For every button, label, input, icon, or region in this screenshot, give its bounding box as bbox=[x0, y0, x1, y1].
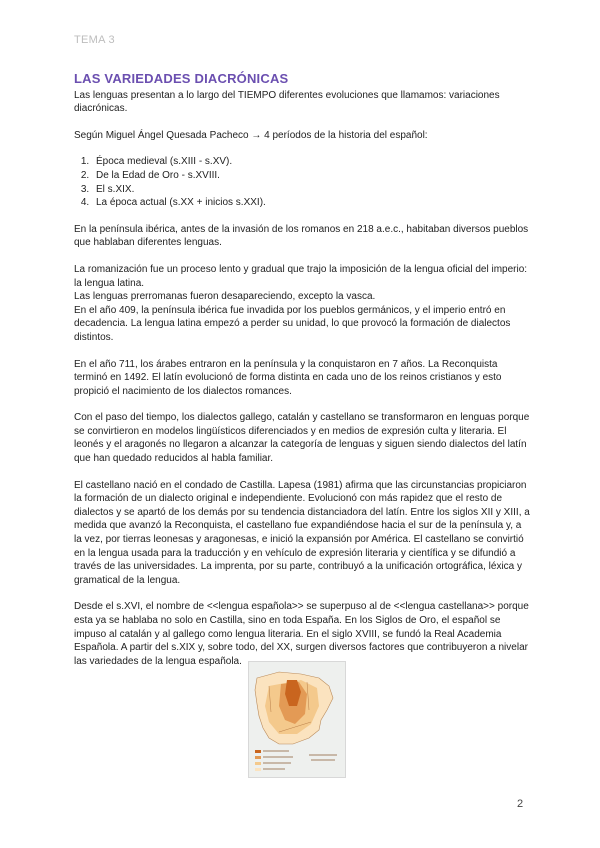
intro-paragraph: Las lenguas presentan a lo largo del TIEMPO diferentes evoluciones que llamamos: variaciones diacrónicas. bbox=[74, 89, 500, 115]
spacer bbox=[74, 210, 530, 223]
paragraph-prerroman-languages: Las lenguas prerromanas fueron desapareciendo, excepto la vasca. bbox=[74, 291, 376, 303]
section-header: TEMA 3 bbox=[74, 34, 115, 46]
list-item: 1. Época medieval (s.XIII - s.XV). bbox=[92, 155, 530, 169]
list-item: 4. La época actual (s.XX + inicios s.XXI). bbox=[92, 196, 530, 210]
page-title: LAS VARIEDADES DIACRÓNICAS bbox=[74, 71, 289, 86]
list-item: 2. De la Edad de Oro - s.XVIII. bbox=[92, 169, 530, 183]
periods-intro: Según Miguel Ángel Quesada Pacheco → 4 períodos de la historia del español: bbox=[74, 129, 428, 141]
spacer bbox=[74, 345, 530, 358]
paragraph-espanol: Desde el s.XVI, el nombre de <<lengua española>> se superpuso al de <<lengua castellana>> porque esta ya se hablaba no solo en Castilla, sino en toda España. En los Siglos de Oro, el español se impuso al catalán y al gallego como lengua literaria. En el siglo XVIII, se fundó la Real Academia Española. A partir del s.XIX y, sobre todo, del XX, surgen diversos factores que contribuyeron a nivelar las variedades de la lengua española. bbox=[74, 601, 529, 667]
iberian-map-figure bbox=[248, 661, 346, 778]
document-body bbox=[74, 72, 530, 668]
paragraph-dialects: Con el paso del tiempo, los dialectos gallego, catalán y castellano se transformaron en lenguas porque se convirtieron en modelos lingüísticos diferenciados y en medios de expresión culta y literaria. El leonés y el aragonés no llegaron a alcanzar la categoría de lenguas y siguen siendo dialectos del latín que han quedado reducidos al habla familiar. bbox=[74, 412, 530, 465]
paragraph-arabs: En el año 711, los árabes entraron en la península y la conquistaron en 7 años. La Reconquista terminó en 1492. El latín evolucionó de forma distinta en cada uno de los reinos cristianos y esto propició el nacimiento de los dialectos romances. bbox=[74, 358, 502, 397]
spacer bbox=[74, 142, 530, 155]
paragraph-romanization: La romanización fue un proceso lento y gradual que trajo la imposición de la lengua oficial del imperio: la lengua latina. bbox=[74, 263, 528, 289]
paragraph-prerroman: En la península ibérica, antes de la invasión de los romanos en 218 a.e.c., habitaban diversos pueblos que hablaban diferentes lenguas. bbox=[74, 223, 529, 249]
periods-list bbox=[74, 155, 530, 209]
list-item: 3. El s.XIX. bbox=[92, 183, 530, 197]
page-number: 2 bbox=[517, 798, 524, 810]
spacer bbox=[74, 116, 530, 129]
paragraph-germanic: En el año 409, la península ibérica fue invadida por los pueblos germánicos, y el imperio entró en decadencia. La lengua latina empezó a perder su unidad, lo que provocó la formación de dialectos distintos. bbox=[74, 304, 511, 343]
paragraph-castellano: El castellano nació en el condado de Castilla. Lapesa (1981) afirma que las circunstancias propiciaron la formación de un dialecto original e independiente. Evolucionó con más rapidez que el resto de dialectos y se apartó de los demás por su tendencia distanciadora del latín. Entre los siglos XII y XIII, a medida que avanzó la Reconquista, el castellano fue expandiéndose hacia el sur de la península y, a la vez, por tierras leonesas y aragonesas, e inició la expansión por América. El castellano se convirtió en la lengua usada para la traducción y en vehículo de expresión literaria y científica y se difundió a través de las universidades. La imprenta, por su parte, contribuyó a la unificación ortográfica, léxica y gramatical de la lengua. bbox=[74, 479, 530, 586]
spacer bbox=[74, 466, 530, 479]
spacer bbox=[74, 398, 530, 411]
map-of-iberian-peninsula-icon bbox=[249, 662, 345, 777]
spacer bbox=[74, 587, 530, 600]
spacer bbox=[74, 250, 530, 263]
